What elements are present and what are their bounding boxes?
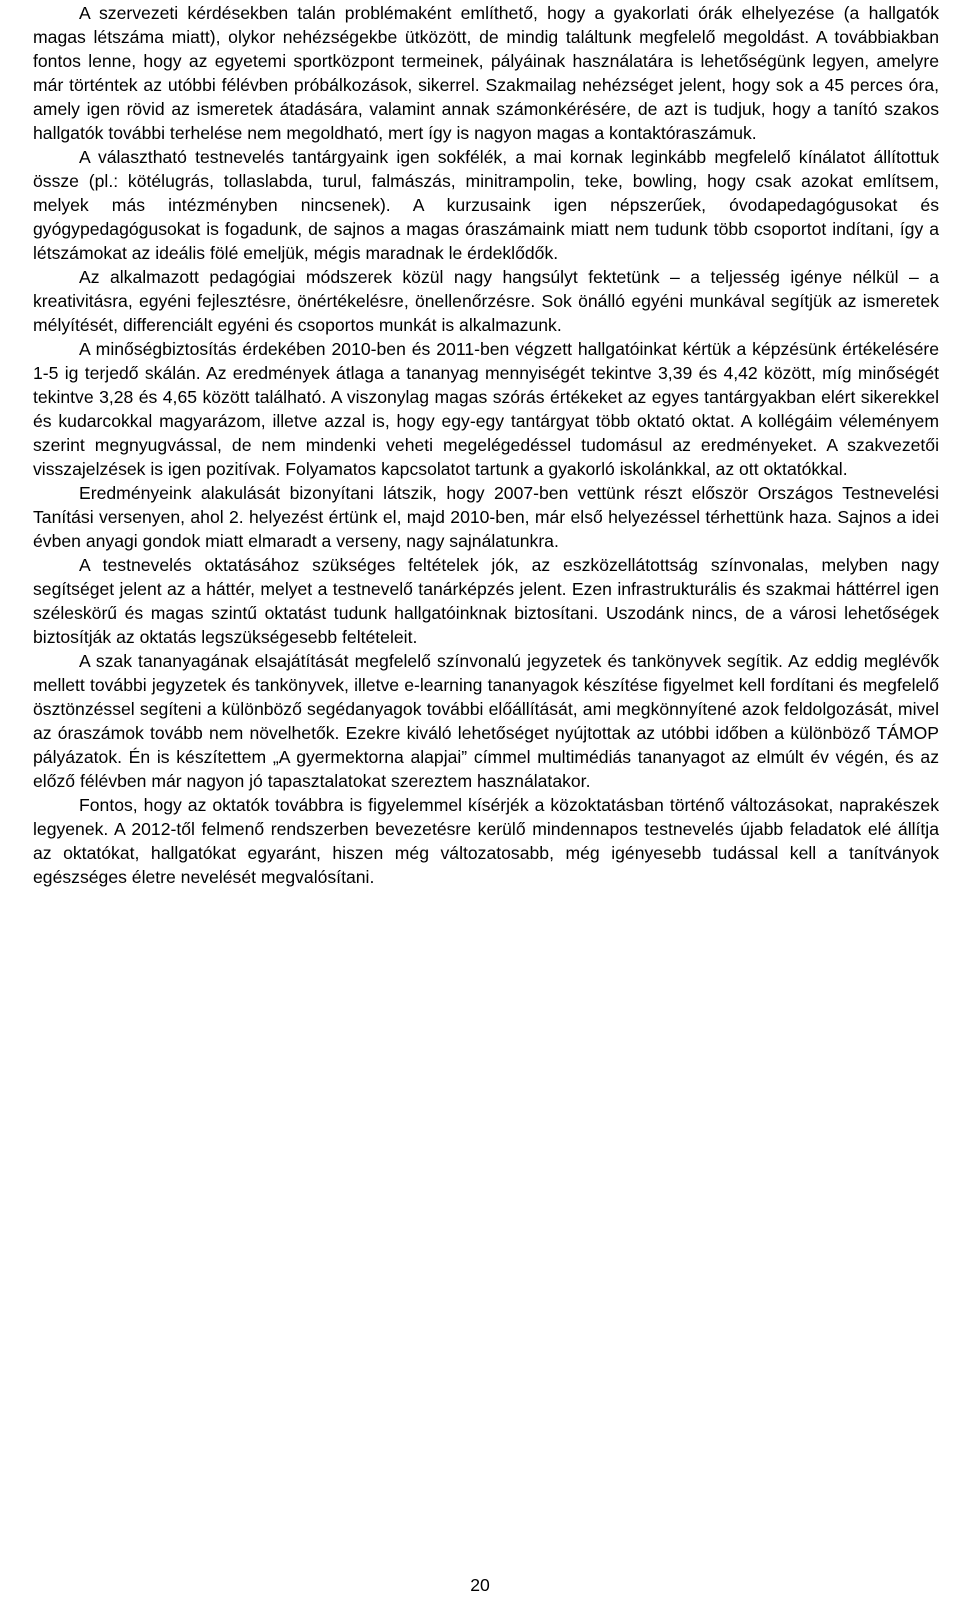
paragraph-results: Eredményeink alakulását bizonyítani látszik, hogy 2007-ben vettünk részt először Országos Testnevelési Tanítási versenyen, ahol 2. helyezést értünk el, majd 2010-ben, már első helyezéssel térhettünk haza. Sajnos a idei évben anyagi gondok miatt elmaradt a verseny, nagy sajnálatunkra. xyxy=(33,483,939,551)
document-body xyxy=(33,0,939,889)
paragraph-elective-courses: A választható testnevelés tantárgyaink igen sokfélék, a mai kornak leginkább megfelelő kínálatot állítottuk össze (pl.: kötélugrás, tollaslabda, turul, falmászás, minitrampolin, teke, bowling, hogy csak azokat említsem, melyek más intézményben nincsenek). A kurzusaink igen népszerűek, óvodapedagógusokat és gyógypedagógusokat is fogadunk, de sajnos a magas óraszámaink miatt nem tudunk több csoportot indítani, így a létszámokat az ideális fölé emeljük, mégis maradnak le érdeklődők. xyxy=(33,147,939,263)
paragraph-teaching-methods: Az alkalmazott pedagógiai módszerek közül nagy hangsúlyt fektetünk – a teljesség igénye nélkül – a kreativitásra, egyéni fejlesztésre, önértékelésre, önellenőrzésre. Sok önálló egyéni munkával segítjük az ismeretek mélyítését, differenciált egyéni és csoportos munkát is alkalmazunk. xyxy=(33,267,939,335)
paragraph-conditions: A testnevelés oktatásához szükséges feltételek jók, az eszközellátottság színvonalas, melyben nagy segítséget jelent az a háttér, melyet a testnevelő tanárképzés jelent. Ezen infrastrukturális és szakmai háttérrel igen széleskörű és magas szintű oktatást tudunk hallgatóinknak biztosítani. Uszodánk nincs, de a városi lehetőségek biztosítják az oktatás legszükségesebb feltételeit. xyxy=(33,555,939,647)
paragraph-teaching-materials: A szak tananyagának elsajátítását megfelelő színvonalú jegyzetek és tankönyvek segítik. Az eddig meglévők mellett további jegyzetek és tankönyvek, illetve e-learning tananyagok készítése figyelmet kell fordítani és megfelelő ösztönzéssel segíteni a különböző segédanyagok további előállítását, ami megkönnyítené azok feldolgozását, mivel az óraszámok tovább nem növelhetők. Ezekre kiváló lehetőséget nyújtottak az utóbbi időben a különböző TÁMOP pályázatok. Én is készítettem „A gyermektorna alapjai” címmel multimédiás tananyagot az elmúlt év végén, és az előző félévben már nagyon jó tapasztalatokat szereztem használatakor. xyxy=(33,651,939,791)
paragraph-future-tasks: Fontos, hogy az oktatók továbbra is figyelemmel kísérjék a közoktatásban történő változásokat, naprakészek legyenek. A 2012-től felmenő rendszerben bevezetésre kerülő mindennapos testnevelés újabb feladatok elé állítja az oktatókat, hallgatókat egyaránt, hiszen még változatosabb, még igényesebb tudással kell a tanítványok egészséges életre nevelését megvalósítani. xyxy=(33,795,939,887)
paragraph-organizational-issues: A szervezeti kérdésekben talán problémaként említhető, hogy a gyakorlati órák elhelyezése (a hallgatók magas létszáma miatt), olykor nehézségekbe ütközött, de mindig találtunk megfelelő megoldást. A továbbiakban fontos lenne, hogy az egyetemi sportközpont termeinek, pályáinak használatára is lehetőségünk legyen, amelyre már történtek az utóbbi félévben próbálkozások, sikerrel. Szakmailag nehézséget jelent, hogy sok a 45 perces óra, amely igen rövid az ismeretek átadására, valamint annak számonkérésére, de azt is tudjuk, hogy a tanító szakos hallgatók további terhelése nem megoldható, mert így is nagyon magas a kontaktóraszámuk. xyxy=(33,3,939,143)
paragraph-quality-assurance: A minőségbiztosítás érdekében 2010-ben és 2011-ben végzett hallgatóinkat kértük a képzésünk értékelésére 1-5 ig terjedő skálán. Az eredmények átlaga a tananyag mennyiségét tekintve 3,39 és 4,42 között, míg minőségét tekintve 3,28 és 4,65 között található. A viszonylag magas szórás értékeket az egyes tantárgyakban elért sikerekkel és kudarcokkal magyarázom, illetve azzal is, hogy egy-egy tantárgyat több oktató oktat. A kollégáim véleményem szerint megnyugvással, de nem mindenki veheti megelégedéssel tudomásul az eredményeket. A szakvezetői visszajelzések is igen pozitívak. Folyamatos kapcsolatot tartunk a gyakorló iskolánkkal, az ott oktatókkal. xyxy=(33,339,939,479)
page-number: 20 xyxy=(470,1575,490,1595)
